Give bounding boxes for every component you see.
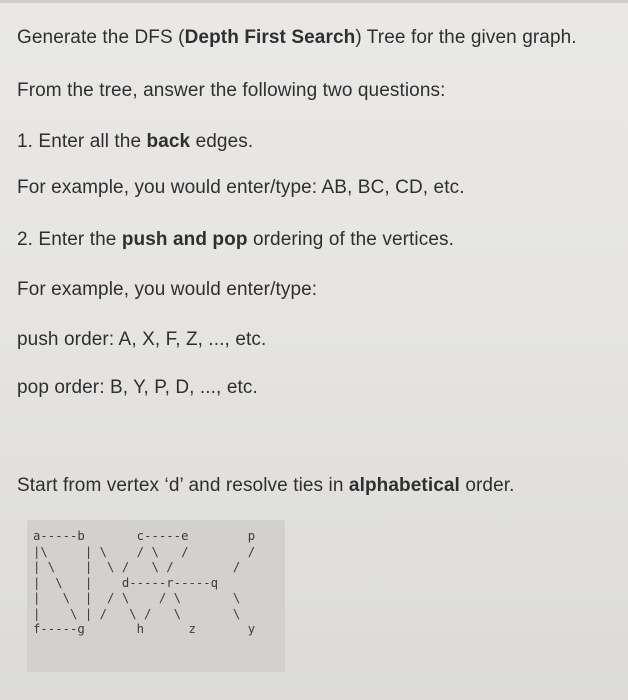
- start-vertex-instruction: Start from vertex ‘d’ and resolve ties in alphabetical order.: [17, 475, 515, 496]
- graph-diagram: [27, 520, 285, 672]
- example-back-edges: For example, you would enter/type: AB, BC, CD, etc.: [17, 177, 465, 198]
- top-edge: [0, 0, 628, 3]
- instruction-answer-questions: From the tree, answer the following two questions:: [17, 80, 446, 101]
- question-1-back-edges: 1. Enter all the back edges.: [17, 131, 254, 152]
- graph-ascii-art: a-----b c-----e p |\ | \ / \ / / | \ | \ / \ / / | \ | d-----r-----q | \ | / \ / \ \ | \ | / \ / \ \ f-----g h z y: [33, 529, 256, 636]
- example-intro: For example, you would enter/type:: [17, 279, 318, 300]
- example-pop-order: pop order: B, Y, P, D, ..., etc.: [17, 377, 258, 398]
- example-push-order: push order: A, X, F, Z, ..., etc.: [17, 329, 267, 350]
- question-2-push-pop: 2. Enter the push and pop ordering of the vertices.: [17, 229, 454, 250]
- instruction-generate-dfs: Generate the DFS (Depth First Search) Tree for the given graph.: [17, 27, 577, 48]
